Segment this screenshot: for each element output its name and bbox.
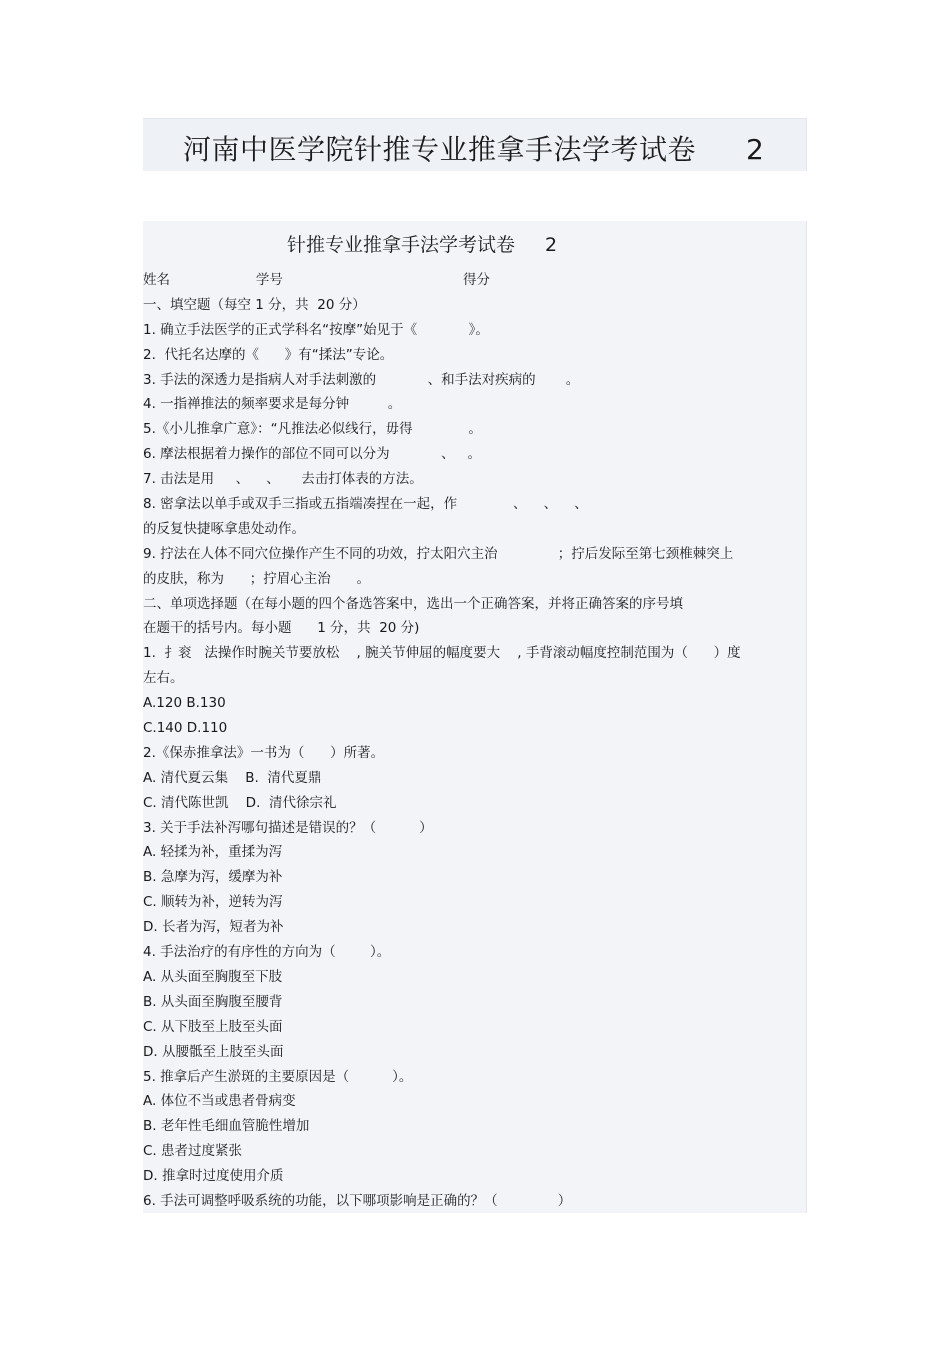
exam-line: 6. 手法可调整呼吸系统的功能，以下哪项影响是正确的？（ ）	[143, 1192, 572, 1209]
exam-line: 3. 手法的深透力是指病人对手法刺激的 、和手法对疾病的 。	[143, 371, 580, 388]
exam-line: 4. 手法治疗的有序性的方向为（ ）。	[143, 944, 391, 961]
exam-line: D. 推拿时过度使用介质	[143, 1168, 284, 1185]
exam-line: 姓名 学号 得分	[143, 272, 491, 288]
exam-line: C. 顺转为补，逆转为泻	[143, 894, 283, 911]
exam-line: A. 体位不当或患者骨病变	[143, 1093, 296, 1110]
exam-line: 在题干的括号内。每小题 1 分，共 20 分)	[143, 620, 420, 637]
exam-line: 的皮肤，称为 ；拧眉心主治 。	[143, 570, 370, 587]
exam-line: 一、填空题（每空 1 分，共 20 分）	[143, 296, 366, 313]
exam-line: 二、单项选择题（在每小题的四个备选答案中，选出一个正确答案，并将正确答案的序号填	[143, 595, 683, 612]
exam-page	[143, 221, 807, 1213]
exam-line: A. 清代夏云集 B. 清代夏鼎	[143, 769, 322, 786]
exam-body	[143, 268, 806, 1214]
exam-line: A.120 B.130	[143, 695, 226, 712]
document-title-number: 2	[746, 133, 765, 166]
exam-line: 2.《保赤推拿法》一书为（ ）所著。	[143, 744, 385, 761]
exam-line: D. 长者为泻，短者为补	[143, 919, 284, 936]
exam-line: 7. 击法是用 、 、 去击打体表的方法。	[143, 471, 423, 488]
exam-line: 的反复快捷啄拿患处动作。	[143, 520, 305, 537]
exam-line: 6. 摩法根据着力操作的部位不同可以分为 、 。	[143, 446, 482, 463]
exam-title-number: 2	[545, 234, 558, 256]
exam-line: 5. 推拿后产生淤斑的主要原因是（ ）。	[143, 1068, 413, 1085]
exam-line: D. 从腰骶至上肢至头面	[143, 1043, 284, 1060]
document-title-text: 河南中医学院针推专业推拿手法学考试卷	[183, 133, 697, 166]
exam-line: 4. 一指禅推法的频率要求是每分钟 。	[143, 396, 402, 413]
document-title-band	[143, 118, 807, 171]
exam-line: B. 从头面至胸腹至腰背	[143, 993, 283, 1010]
exam-line: 3. 关于手法补泻哪句描述是错误的？（ ）	[143, 819, 433, 836]
exam-line: 左右。	[143, 670, 184, 687]
exam-line: B. 老年性毛细血管脆性增加	[143, 1118, 310, 1135]
exam-line: 9. 拧法在人体不同穴位操作产生不同的功效，拧太阳穴主治 ；拧后发际至第七颈椎棘突上	[143, 545, 734, 562]
exam-title	[287, 232, 557, 258]
exam-line: 5.《小儿推拿广意》：“凡推法必似线行，毋得 。	[143, 421, 482, 438]
exam-line: B. 急摩为泻，缓摩为补	[143, 869, 283, 886]
exam-line: C. 清代陈世凯 D. 清代徐宗礼	[143, 794, 337, 811]
exam-line: 1. 扌衮 法操作时腕关节要放松 , 腕关节伸屈的幅度要大 , 手背滚动幅度控制范围为（ ）度	[143, 645, 741, 662]
document-title	[183, 133, 764, 167]
exam-line: A. 从头面至胸腹至下肢	[143, 968, 283, 985]
exam-line: A. 轻揉为补，重揉为泻	[143, 844, 283, 861]
exam-title-text: 针推专业推拿手法学考试卷	[287, 234, 516, 256]
exam-line: C. 从下肢至上肢至头面	[143, 1018, 283, 1035]
exam-line: 8. 密拿法以单手或双手三指或五指端凑捏在一起，作 、 、 、	[143, 496, 588, 513]
exam-line: C.140 D.110	[143, 720, 228, 737]
exam-line: C. 患者过度紧张	[143, 1143, 243, 1160]
exam-line: 2. 代托名达摩的《 》有“揉法”专论。	[143, 346, 394, 363]
exam-line: 1. 确立手法医学的正式学科名“按摩”始见于《 》。	[143, 321, 489, 338]
